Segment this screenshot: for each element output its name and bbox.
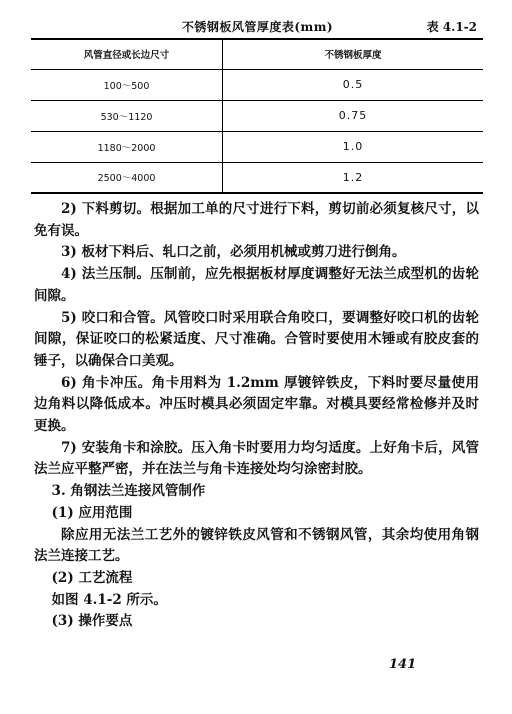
- section-heading: 3. 角钢法兰连接风管制作: [51, 483, 206, 500]
- scope-text: 除应用无法兰工艺外的镀锌铁皮风管和不锈钢风管，其余均使用角钢法兰连接工艺。: [34, 526, 479, 565]
- body-text: [34, 199, 479, 633]
- step-chamfer: 3) 板材下料后、轧口之前，必须用机械或剪刀进行倒角。: [61, 244, 406, 261]
- table-number: 表 4.1-2: [426, 20, 477, 34]
- step-clip-and-sealant: 7) 安装角卡和涂胶。压入角卡时要用力均匀适度。上好角卡后，风管法兰应平整严密，并在法兰与角卡连接处均匀涂密封胶。: [34, 439, 479, 478]
- header-thickness: 不锈钢板厚度: [324, 50, 382, 62]
- thickness-table: [31, 38, 483, 194]
- subheading-scope: (1) 应用范围: [51, 504, 133, 521]
- cell-size: 530～1120: [31, 100, 223, 131]
- cell-thickness: 1.0: [342, 140, 364, 153]
- cell-thickness: 0.5: [342, 78, 364, 91]
- header-size: 风管直径或长边尺寸: [31, 39, 223, 69]
- table-title: 不锈钢板风管厚度表(mm): [181, 20, 334, 34]
- cell-size: 100～500: [31, 69, 223, 100]
- table-row: [31, 131, 483, 162]
- subheading-process: (2) 工艺流程: [51, 569, 133, 586]
- table-row: [31, 162, 483, 193]
- step-seam-joining: 5) 咬口和合管。风管咬口时采用联合角咬口，要调整好咬口机的齿轮间隙，保证咬口的松紧适度、尺寸准确。合管时要使用木锤或有胶皮套的锤子，以确保合口美观。: [34, 309, 479, 369]
- table-header-row: [31, 39, 483, 69]
- subheading-key-points: (3) 操作要点: [51, 613, 133, 630]
- table-row: [31, 100, 483, 131]
- page-number: 141: [389, 657, 417, 672]
- cell-size: 2500～4000: [31, 162, 223, 193]
- cell-thickness: 1.2: [342, 170, 364, 184]
- step-cutting: 2) 下料剪切。根据加工单的尺寸进行下料，剪切前必须复核尺寸，以免有误。: [34, 201, 479, 239]
- table-row: [31, 69, 483, 100]
- cell-thickness: 0.75: [338, 109, 368, 122]
- cell-size: 1180～2000: [31, 131, 223, 162]
- table-caption: [30, 18, 485, 36]
- step-corner-clip-stamping: 6) 角卡冲压。角卡用料为 1.2mm 厚镀锌铁皮，下料时要尽量使用边角料以降低成本。冲压时模具必须固定牢靠。对模具要经常检修并及时更换。: [34, 374, 479, 435]
- process-text: 如图 4.1-2 所示。: [51, 591, 167, 608]
- step-flange-press: 4) 法兰压制。压制前，应先根据板材厚度调整好无法兰成型机的齿轮间隙。: [34, 266, 479, 304]
